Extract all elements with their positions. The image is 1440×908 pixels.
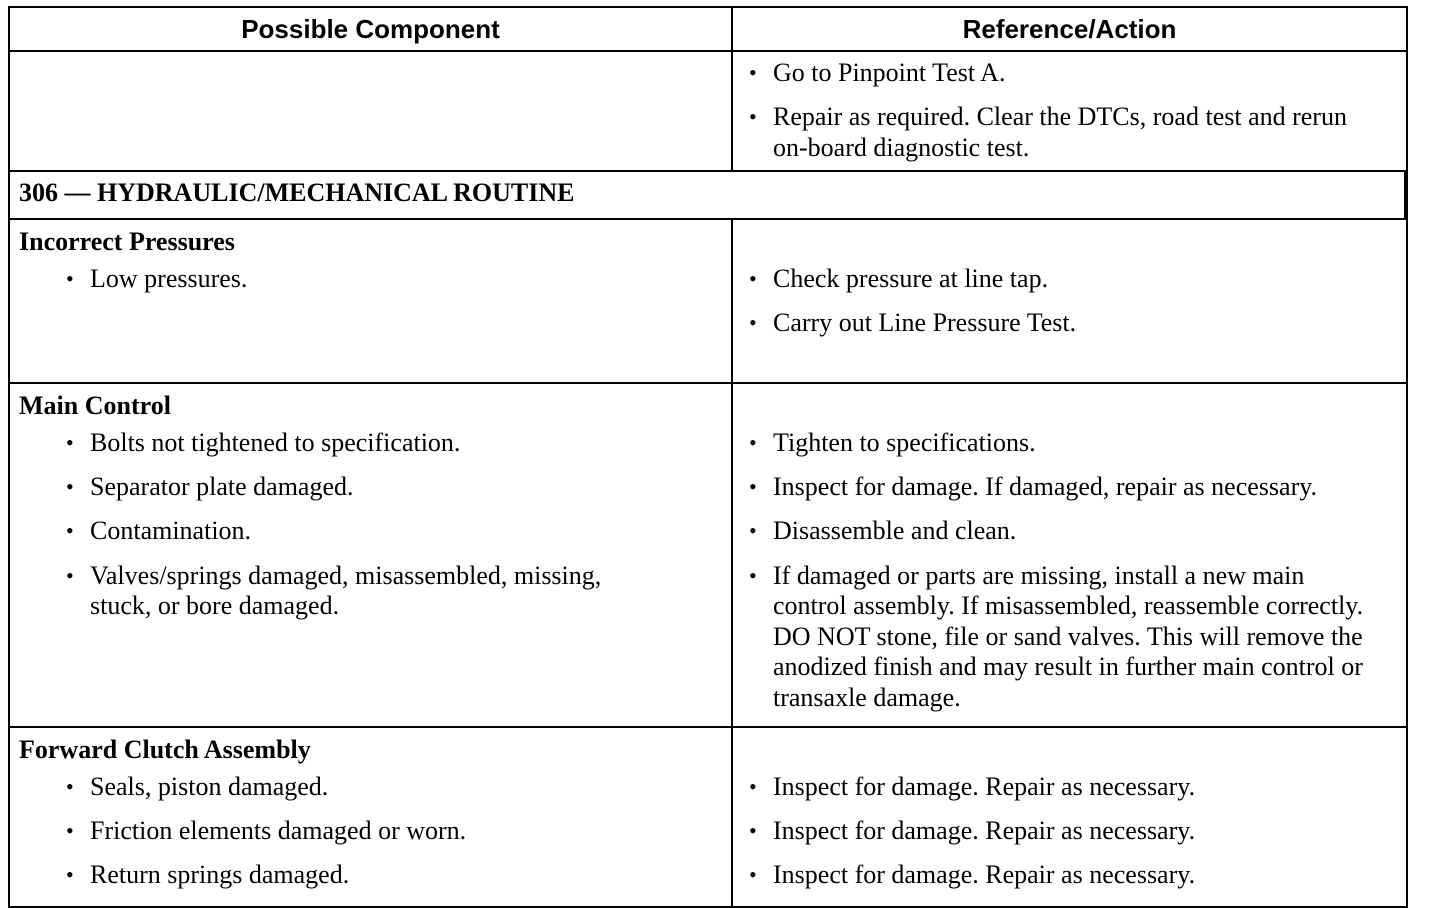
component-item: • Return springs damaged. xyxy=(66,860,350,890)
component-item: • Valves/springs damaged, misassembled, missing, stuck, or bore damaged. xyxy=(66,560,602,621)
bullet-icon: • xyxy=(66,862,74,888)
table-row xyxy=(10,384,1406,728)
component-item: • Separator plate damaged. xyxy=(66,472,354,502)
bullet-icon: • xyxy=(66,430,74,455)
bullet-icon: • xyxy=(66,518,74,544)
action-cell xyxy=(733,220,1406,382)
action-item: • Carry out Line Pressure Test. xyxy=(749,308,1077,338)
bullet-icon: • xyxy=(749,266,757,291)
bullet-icon: • xyxy=(749,818,757,844)
action-item: • If damaged or parts are missing, install a new main control assembly. If misassembled, reassemble correctly. DO NOT stone, file or sand valves. This will remove the anodized finish and may result in further main control or transaxle damage. xyxy=(749,560,1364,712)
bullet-icon: • xyxy=(66,474,74,500)
component-item: • Contamination. xyxy=(66,516,252,546)
diagnostic-table xyxy=(8,6,1408,908)
action-item: • Tighten to specifications. xyxy=(749,428,1036,457)
action-item: • Inspect for damage. Repair as necessary. xyxy=(749,860,1196,890)
component-cell xyxy=(10,220,733,382)
action-item: • Inspect for damage. Repair as necessary. xyxy=(749,772,1196,801)
group-title: Forward Clutch Assembly xyxy=(19,735,311,764)
component-item: • Low pressures. xyxy=(66,264,248,293)
group-title: Incorrect Pressures xyxy=(19,227,235,256)
table-row xyxy=(10,220,1406,384)
component-cell xyxy=(10,52,733,170)
table-row xyxy=(10,52,1406,172)
bullet-icon: • xyxy=(749,862,757,888)
action-item: • Inspect for damage. If damaged, repair as necessary. xyxy=(749,472,1318,502)
component-cell xyxy=(10,728,733,906)
action-cell xyxy=(733,384,1406,726)
bullet-icon: • xyxy=(749,518,757,544)
action-cell xyxy=(733,728,1406,906)
bullet-icon: • xyxy=(66,562,74,588)
bullet-icon: • xyxy=(749,562,757,588)
bullet-icon: • xyxy=(749,430,757,455)
bullet-icon: • xyxy=(749,60,757,85)
component-item: • Bolts not tightened to specification. xyxy=(66,428,461,457)
action-item: • Repair as required. Clear the DTCs, road test and rerun on-board diagnostic test. xyxy=(749,102,1347,162)
bullet-icon: • xyxy=(66,774,74,799)
action-item: • Go to Pinpoint Test A. xyxy=(749,58,1006,87)
header-reference-action: Reference/Action xyxy=(962,14,1177,44)
bullet-icon: • xyxy=(749,474,757,500)
table-row xyxy=(10,728,1406,908)
table-header-row xyxy=(10,6,1406,52)
bullet-icon: • xyxy=(749,774,757,799)
component-item: • Seals, piston damaged. xyxy=(66,772,329,801)
component-cell xyxy=(10,384,733,726)
bullet-icon: • xyxy=(66,266,74,291)
bullet-icon: • xyxy=(66,818,74,844)
action-cell xyxy=(733,52,1406,170)
bullet-icon: • xyxy=(749,104,757,130)
action-item: • Check pressure at line tap. xyxy=(749,264,1049,293)
component-item: • Friction elements damaged or worn. xyxy=(66,816,467,846)
section-row xyxy=(10,172,1406,220)
bullet-icon: • xyxy=(749,310,757,336)
action-item: • Disassemble and clean. xyxy=(749,516,1017,546)
group-title: Main Control xyxy=(19,391,171,420)
section-title: 306 — HYDRAULIC/MECHANICAL ROUTINE xyxy=(10,172,1406,218)
action-item: • Inspect for damage. Repair as necessary. xyxy=(749,816,1196,846)
header-possible-component: Possible Component xyxy=(10,8,733,50)
